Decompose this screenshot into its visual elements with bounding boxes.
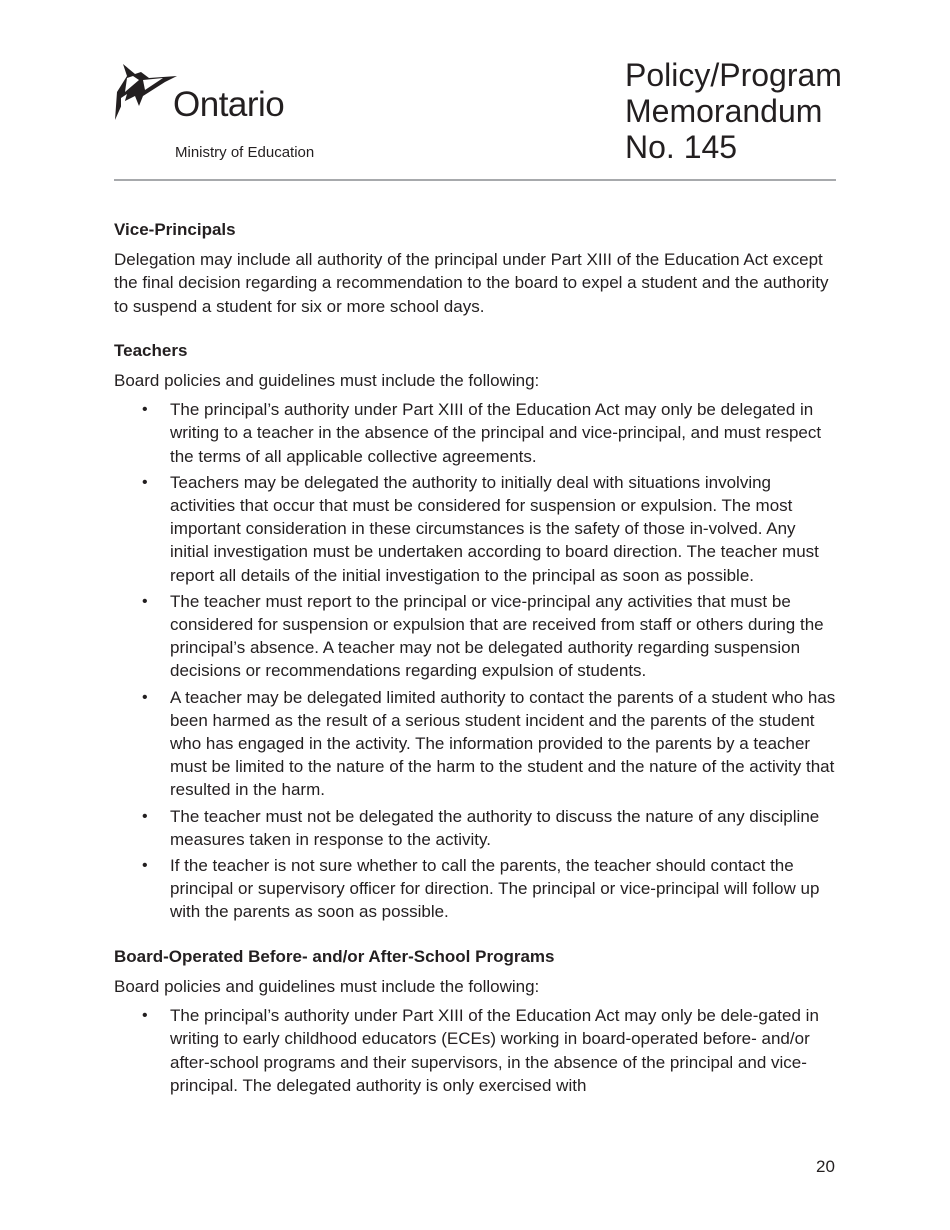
bullet-icon: •: [142, 857, 148, 875]
section-vice-principals: [114, 218, 838, 318]
memo-title-line: Policy/Program: [625, 57, 842, 93]
list-item: [114, 398, 838, 468]
bullet-icon: •: [142, 1007, 148, 1025]
ontario-logo: [113, 62, 343, 172]
memo-title-line: No. 145: [625, 129, 738, 165]
list-item: [114, 854, 838, 924]
bullet-list: [114, 1004, 838, 1097]
page-number: 20: [816, 1157, 835, 1176]
bullet-icon: •: [142, 807, 148, 825]
list-item-text: Teachers may be delegated the authority to initially deal with situations involving activities that occur that must be considered for suspension or expulsion. The most important consideration in these circumstances is the safety of those in-volved. Any initial investigation must be undertaken according to board direction. The teacher must report all details of the initial investigation to the principal as soon as possible.: [170, 472, 819, 585]
ministry-name: Ministry of Education: [175, 144, 315, 161]
section-teachers: [114, 339, 838, 924]
section-paragraph: Board policies and guidelines must include the following:: [114, 976, 540, 996]
section-paragraph: Delegation may include all authority of the principal under Part XIII of the Education Act except the final decision regarding a recommendation to the board to expel a student and the authority to suspend a student for six or more school days.: [114, 250, 829, 316]
list-item: [114, 590, 838, 683]
bullet-icon: •: [142, 592, 148, 610]
section-heading: Vice-Principals: [114, 220, 236, 239]
bullet-list: [114, 398, 838, 923]
list-item-text: A teacher may be delegated limited authority to contact the parents of a student who has been harmed as the result of a serious student incident and the parents of the student who has engaged in the activity. The information provided to the parents by a teacher must be limited to the nature of the harm to the student and the nature of the activity that resulted in the harm.: [170, 687, 836, 800]
section-paragraph: Board policies and guidelines must include the following:: [114, 371, 540, 391]
list-item: [114, 686, 838, 802]
bullet-icon: •: [142, 401, 148, 419]
section-heading: Teachers: [114, 340, 188, 360]
list-item: [114, 1004, 838, 1097]
list-item-text: The principal’s authority under Part XIII of the Education Act may only be delegated in writing to a teacher in the absence of the principal and vice-principal, and must respect the terms of all applicable collective agreements.: [170, 400, 822, 466]
document-body: [114, 218, 838, 1100]
list-item-text: If the teacher is not sure whether to call the parents, the teacher should contact the principal or supervisory officer for direction. The principal or vice-principal will follow up with the parents as soon as possible.: [170, 856, 820, 922]
list-item: [114, 805, 838, 851]
section-heading: Board-Operated Before- and/or After-School Programs: [114, 946, 555, 966]
list-item-text: The teacher must report to the principal or vice-principal any activities that must be considered for suspension or expulsion that are received from staff or others during the principal’s absence. A teacher may not be delegated authority regarding suspension decisions or recommendations regarding expulsion of students.: [170, 591, 824, 681]
list-item-text: The principal’s authority under Part XIII of the Education Act may only be dele-gated in writing to early childhood educators (ECEs) working in board-operated before- and/or after-school programs and their supervisors, in the absence of the principal and vice-principal. The delegated authority is only exercised with: [170, 1006, 819, 1095]
section-before-after-school-programs: [114, 945, 838, 1097]
bullet-icon: •: [142, 473, 148, 491]
header-divider: [114, 179, 836, 181]
list-item-text: The teacher must not be delegated the authority to discuss the nature of any discipline measures taken in response to the activity.: [170, 806, 820, 849]
list-item: [114, 471, 838, 587]
memo-title-line: Memorandum: [625, 93, 823, 129]
bullet-icon: •: [142, 688, 148, 706]
memo-title: [625, 57, 842, 165]
trillium-icon: [113, 62, 177, 124]
ontario-wordmark: Ontario: [173, 85, 285, 124]
